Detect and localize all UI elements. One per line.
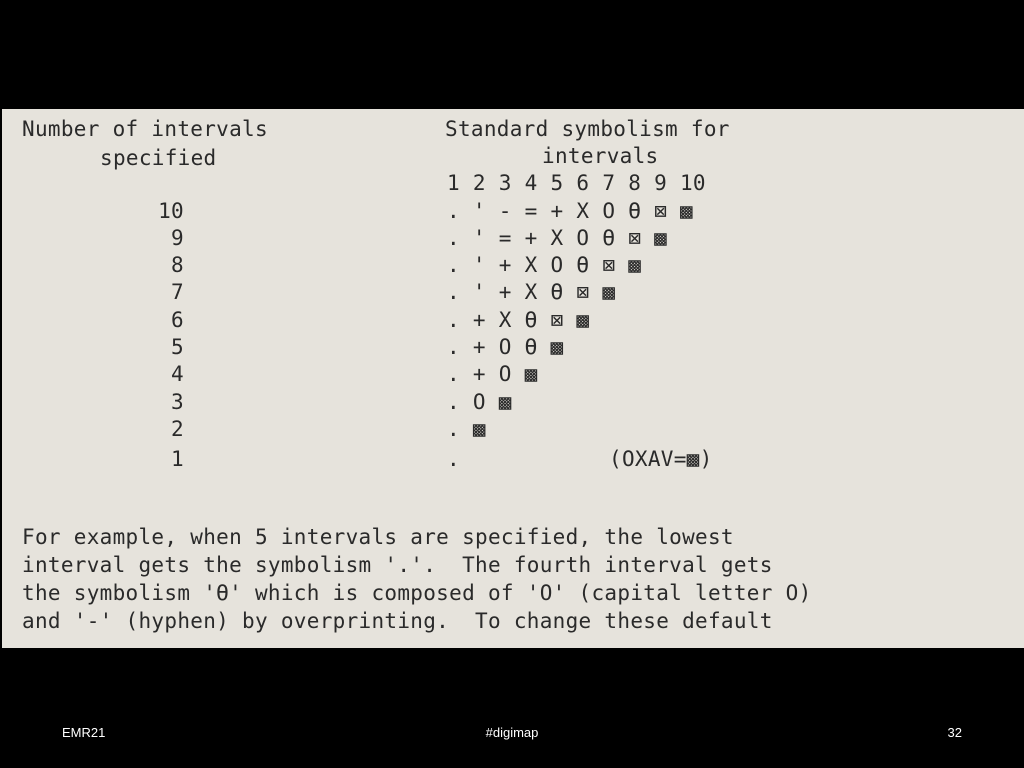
paragraph-line: and '-' (hyphen) by overprinting. To change these default: [22, 609, 773, 633]
header-right-line1: Standard symbolism for: [445, 117, 730, 141]
row-symbols: . ▩: [447, 417, 486, 441]
symbol-note: (OXAV=▩): [609, 447, 713, 471]
row-interval-count: 2: [171, 417, 184, 441]
table-row: [2, 390, 1024, 416]
footer-hashtag: #digimap: [485, 725, 539, 740]
row-interval-count: 4: [171, 362, 184, 386]
paragraph-line: the symbolism 'ϴ' which is composed of 'O' (capital letter O): [22, 581, 812, 605]
row-interval-count: 7: [171, 280, 184, 304]
row-interval-count: 9: [171, 226, 184, 250]
header-left-line1: Number of intervals: [22, 117, 268, 141]
footer-left-label: EMR21: [62, 725, 106, 740]
table-row: [2, 335, 1024, 361]
table-row: [2, 308, 1024, 334]
header-left-line2: specified: [100, 146, 217, 170]
table-row: [2, 417, 1024, 443]
table-row: [2, 447, 1024, 473]
scanned-document: [2, 109, 1024, 648]
row-interval-count: 10: [158, 199, 184, 223]
row-symbols: . ' = + X O ϴ ⊠ ▩: [447, 226, 668, 250]
row-symbols: . ' + X ϴ ⊠ ▩: [447, 280, 616, 304]
column-numbers: 1 2 3 4 5 6 7 8 9 10: [447, 171, 706, 195]
table-row: [2, 226, 1024, 252]
row-symbols: .: [447, 447, 460, 471]
table-row: [2, 280, 1024, 306]
row-symbols: . + O ϴ ▩: [447, 335, 564, 359]
row-interval-count: 6: [171, 308, 184, 332]
row-symbols: . + O ▩: [447, 362, 538, 386]
table-row: [2, 199, 1024, 225]
row-symbols: . ' - = + X O ϴ ⊠ ▩: [447, 199, 693, 223]
table-row: [2, 362, 1024, 388]
paragraph-line: interval gets the symbolism '.'. The fourth interval gets: [22, 553, 773, 577]
slide-number: 32: [947, 725, 962, 740]
row-symbols: . ' + X O ϴ ⊠ ▩: [447, 253, 642, 277]
row-symbols: . O ▩: [447, 390, 512, 414]
row-interval-count: 1: [171, 447, 184, 471]
row-interval-count: 3: [171, 390, 184, 414]
paragraph-line: For example, when 5 intervals are specified, the lowest: [22, 525, 734, 549]
row-interval-count: 8: [171, 253, 184, 277]
table-row: [2, 253, 1024, 279]
header-right-line2: intervals: [542, 144, 659, 168]
row-interval-count: 5: [171, 335, 184, 359]
row-symbols: . + X ϴ ⊠ ▩: [447, 308, 590, 332]
